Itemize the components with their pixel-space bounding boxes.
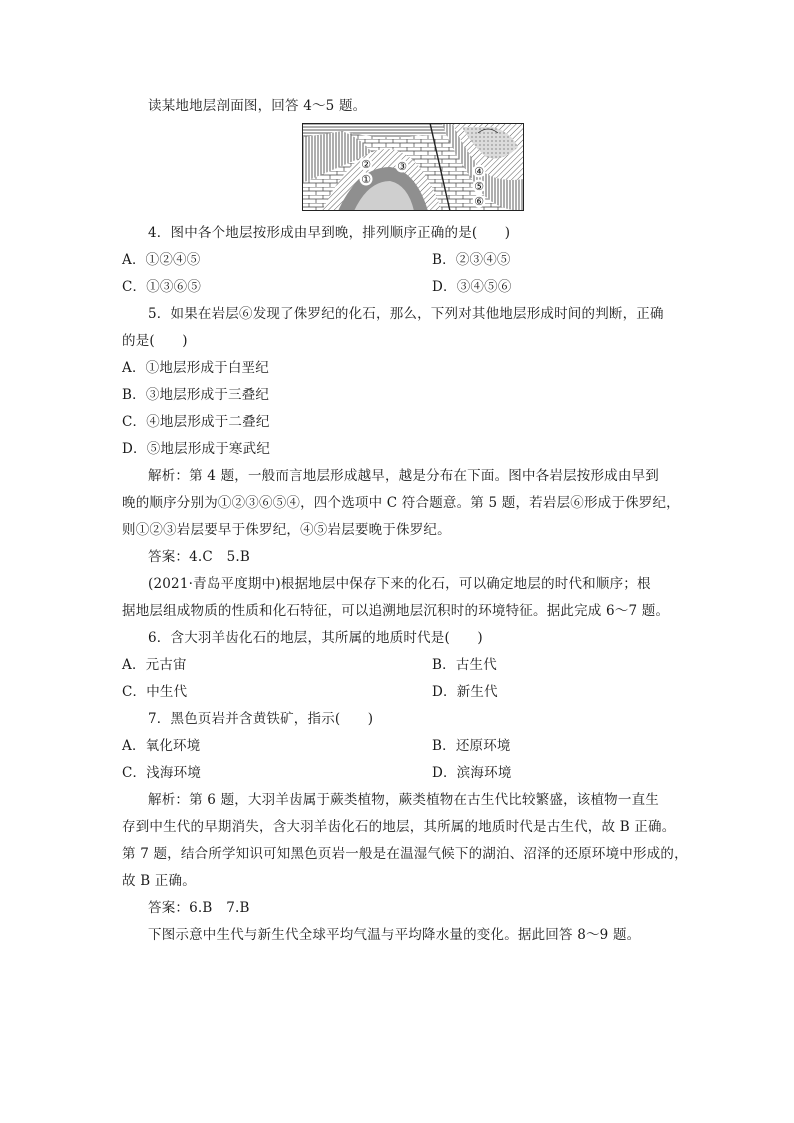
q5-option-c: C．④地层形成于二叠纪	[122, 414, 270, 430]
q4-option-d: D．③④⑤⑥	[432, 279, 512, 295]
q4-stem: 4．图中各个地层按形成由早到晚，排列顺序正确的是( )	[148, 225, 511, 241]
answer-4-5: 答案：4.C 5.B	[148, 549, 251, 565]
label-3: ③	[397, 160, 407, 173]
label-2: ②	[361, 158, 371, 171]
q5-option-a: A．①地层形成于白垩纪	[122, 360, 269, 376]
analysis-4-5-line3: 则①②③岩层要早于侏罗纪，④⑤岩层要晚于侏罗纪。	[122, 522, 451, 538]
intro-6-7-line1: (2021·青岛平度期中)根据地层中保存下来的化石，可以确定地层的时代和顺序；根	[148, 576, 651, 592]
intro-8-9: 下图示意中生代与新生代全球平均气温与平均降水量的变化。据此回答 8～9 题。	[148, 927, 641, 943]
q4-option-c: C．①③⑥⑤	[122, 279, 202, 295]
q4-option-b: B．②③④⑤	[432, 252, 511, 268]
label-5: ⑤	[474, 180, 484, 193]
q4-option-a: A．①②④⑤	[122, 252, 201, 268]
answer-6-7: 答案：6.B 7.B	[148, 900, 250, 916]
label-4: ④	[474, 165, 484, 178]
analysis-6-7-line3: 第 7 题，结合所学知识可知黑色页岩一般是在温湿气候下的湖泊、沼泽的还原环境中形成的，	[122, 846, 688, 862]
label-1: ①	[361, 173, 371, 186]
label-6: ⑥	[474, 195, 484, 208]
q6-option-d: D．新生代	[432, 684, 498, 700]
q7-stem: 7．黑色页岩并含黄铁矿，指示( )	[148, 711, 374, 727]
intro-6-7-line2: 据地层组成物质的性质和化石特征，可以追溯地层沉积时的环境特征。据此完成 6～7 题。	[122, 603, 670, 619]
q5-stem-line1: 5．如果在岩层⑥发现了侏罗纪的化石，那么，下列对其他地层形成时间的判断，正确	[148, 306, 664, 322]
analysis-6-7-line4: 故 B 正确。	[122, 873, 196, 889]
analysis-6-7-line1: 解析：第 6 题，大羽羊齿属于蕨类植物，蕨类植物在古生代比较繁盛，该植物一直生	[148, 792, 659, 808]
analysis-6-7-line2: 存到中生代的早期消失，含大羽羊齿化石的地层，其所属的地质时代是古生代，故 B 正确。	[122, 819, 676, 835]
q6-option-c: C．中生代	[122, 684, 188, 700]
q7-option-b: B．还原环境	[432, 738, 511, 754]
q7-option-d: D．滨海环境	[432, 765, 512, 781]
q7-option-a: A．氧化环境	[122, 738, 201, 754]
intro-4-5: 读某地地层剖面图，回答 4～5 题。	[148, 98, 367, 114]
q5-option-b: B．③地层形成于三叠纪	[122, 387, 270, 403]
q7-option-c: C．浅海环境	[122, 765, 202, 781]
q6-option-b: B．古生代	[432, 657, 497, 673]
q5-option-d: D．⑤地层形成于寒武纪	[122, 441, 271, 457]
q6-stem: 6．含大羽羊齿化石的地层，其所属的地质时代是( )	[148, 630, 483, 646]
analysis-4-5-line1: 解析：第 4 题，一般而言地层形成越早，越是分布在下面。图中各岩层按形成由早到	[148, 468, 659, 484]
q5-stem-line2: 的是( )	[122, 333, 188, 349]
analysis-4-5-line2: 晚的顺序分别为①②③⑥⑤④，四个选项中 C 符合题意。第 5 题，若岩层⑥形成于侏罗纪，	[122, 495, 680, 511]
q6-option-a: A．元古宙	[122, 657, 187, 673]
strata-section-figure	[302, 123, 524, 211]
